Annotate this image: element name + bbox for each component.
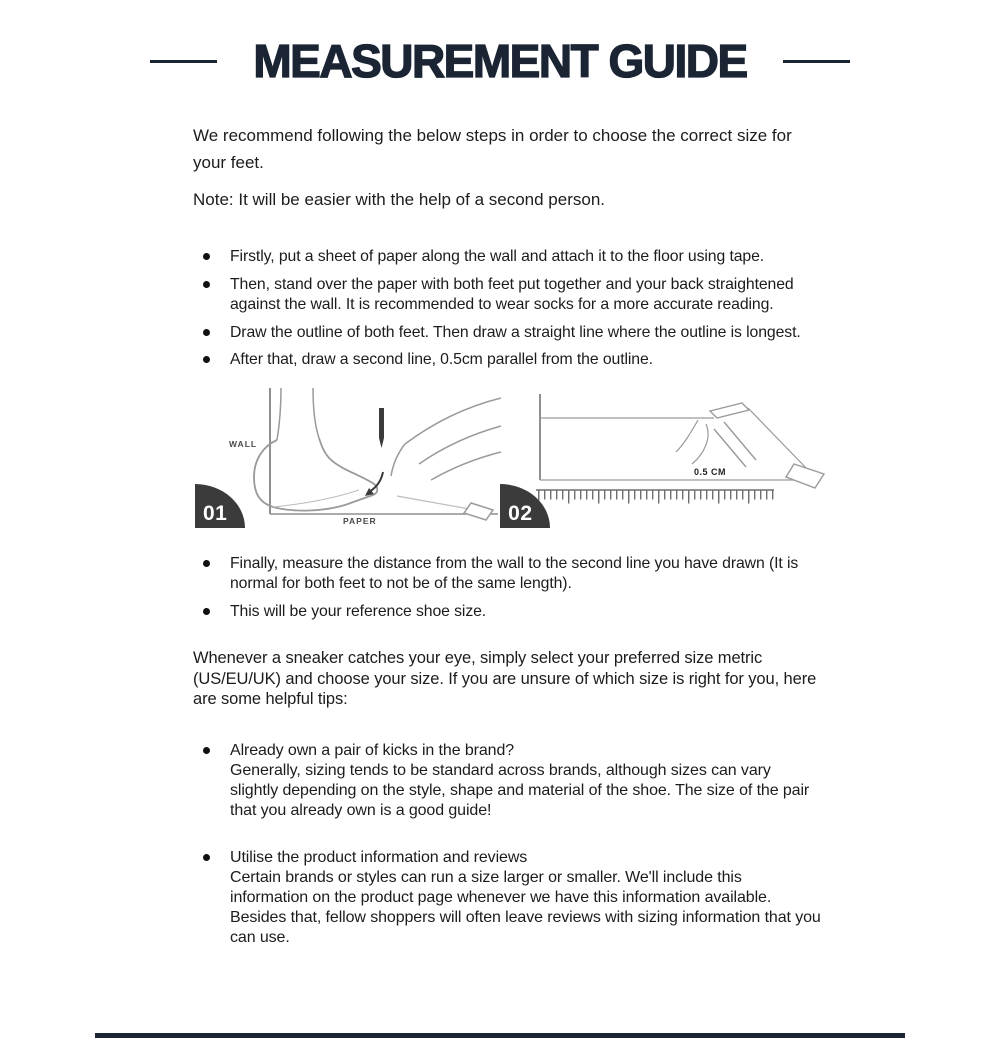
second-line-ruler-illustration (498, 384, 828, 526)
step-text: This will be your reference shoe size. (230, 602, 487, 620)
step-text: After that, draw a second line, 0.5cm parallel from the outline. (230, 351, 653, 369)
bullet-icon (203, 747, 210, 754)
list-item (193, 741, 823, 821)
final-steps-list (193, 554, 823, 621)
tip-body: Certain brands or styles can run a size larger or smaller. We'll include this information on the product page whenever we have this information available. Besides that, fellow shoppers will often leave reviews with sizing information that you can use. (230, 869, 821, 947)
list-item (193, 602, 823, 622)
list-item (193, 247, 823, 267)
bullet-icon (203, 608, 210, 615)
page-title: MEASUREMENT GUIDE (253, 35, 747, 87)
list-item (193, 554, 823, 593)
note-text: Note: It will be easier with the help of a second person. (193, 190, 606, 210)
figure-second-line (498, 384, 823, 526)
step-text: Draw the outline of both feet. Then draw a straight line where the outline is longest. (230, 323, 801, 341)
list-item (193, 848, 823, 948)
half-cm-label: 0.5 CM (694, 467, 727, 478)
bullet-icon (203, 854, 210, 861)
intro-text: We recommend following the below steps in order to choose the correct size for your feet. (193, 126, 792, 173)
badge-number: 01 (203, 502, 228, 526)
tip-body: Generally, sizing tends to be standard across brands, although sizes can vary slightly depending on the style, shape and material of the shoe. The size of the pair that you already own is a good guide! (230, 762, 810, 820)
step-text: Firstly, put a sheet of paper along the wall and attach it to the floor using tape. (230, 248, 765, 266)
step-text: Then, stand over the paper with both feet put together and your back straightened against the wall. It is recommended to wear socks for a more accurate reading. (230, 276, 794, 313)
bullet-icon (203, 356, 210, 363)
foot-against-wall-illustration (193, 384, 503, 526)
guide-content (193, 122, 823, 948)
page-header (0, 35, 1000, 87)
bullet-icon (203, 560, 210, 567)
title-dash-right-icon (783, 60, 850, 63)
paper-label: PAPER (343, 516, 377, 527)
step-text: Finally, measure the distance from the wall to the second line you have drawn (It is normal for both feet to not be of the same length). (230, 555, 799, 592)
list-item (193, 323, 823, 343)
bullet-icon (203, 281, 210, 288)
bullet-icon (203, 253, 210, 260)
title-dash-left-icon (150, 60, 217, 63)
tip-heading: Utilise the product information and reviews (230, 849, 528, 867)
figure-wall-measurement (193, 384, 498, 526)
tip-heading: Already own a pair of kicks in the brand? (230, 742, 515, 760)
tips-intro-text: Whenever a sneaker catches your eye, simply select your preferred size metric (US/EU/UK) and choose your size. If you are unsure of which size is right for you, here are some helpful tips: (193, 649, 817, 708)
wall-label: WALL (229, 439, 258, 450)
measurement-steps-list (193, 247, 823, 370)
illustrations-row (193, 384, 823, 526)
badge-number: 02 (508, 502, 533, 526)
list-item (193, 350, 823, 370)
tips-list (193, 741, 823, 948)
list-item (193, 275, 823, 314)
bullet-icon (203, 329, 210, 336)
footer-rule (95, 1033, 905, 1038)
